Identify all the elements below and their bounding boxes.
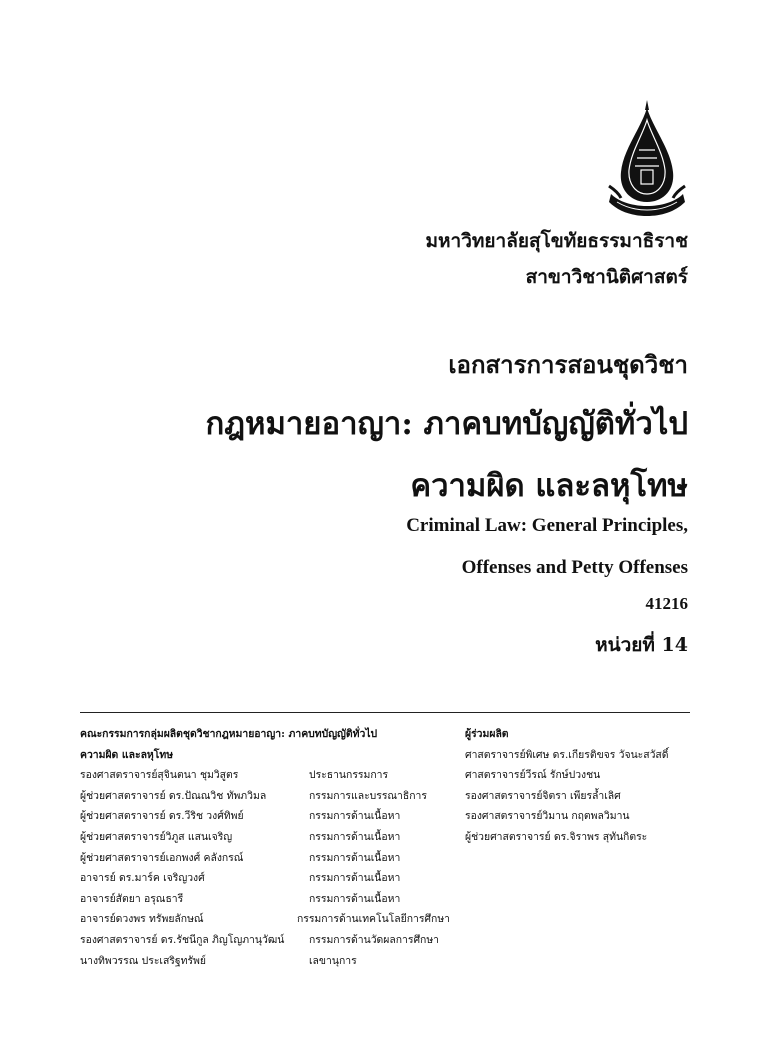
co-producer-name: ศาสตราจารย์พิเศษ ดร.เกียรติขจร วัจนะสวัสดิ์ [465, 748, 669, 761]
member-name: ผู้ช่วยศาสตราจารย์ ดร.ปัณณวิช ทัพภวิมล [80, 789, 267, 802]
member-name: ผู้ช่วยศาสตราจารย์เอกพงศ์ คลังกรณ์ [80, 851, 244, 864]
course-title-thai-line2: ความผิด และลหุโทษ [410, 468, 688, 504]
member-role: กรรมการด้านเนื้อหา [309, 830, 401, 843]
course-title-english-line2: Offenses and Petty Offenses [461, 557, 688, 578]
member-name: อาจารย์ ดร.มาร์ค เจริญวงศ์ [80, 872, 205, 885]
committee-member [80, 765, 450, 786]
member-name: รองศาสตราจารย์ ดร.รัชนีกูล ภิญโญภานุวัฒน์ [80, 933, 285, 946]
course-title-thai-line1: กฎหมายอาญา: ภาคบทบัญญัติทั่วไป [205, 406, 688, 442]
committee-member [80, 909, 450, 930]
member-role: เลขานุการ [309, 954, 357, 967]
committee-member [80, 827, 450, 848]
member-name: รองศาสตราจารย์สุจินตนา ชุมวิสูตร [80, 769, 239, 782]
committee-section [80, 724, 450, 971]
co-producer-name: รองศาสตราจารย์วิมาน กฤตพลวิมาน [465, 810, 630, 823]
course-code: 41216 [645, 594, 688, 613]
member-role: กรรมการด้านวัดผลการศึกษา [309, 933, 440, 946]
member-name: ผู้ช่วยศาสตราจารย์วิภูส แสนเจริญ [80, 830, 233, 843]
university-emblem-icon [605, 98, 689, 222]
committee-member [80, 930, 450, 951]
co-producer-name: ผู้ช่วยศาสตราจารย์ ดร.จิราพร สุทันกิตระ [465, 830, 648, 843]
member-name: อาจารย์สัตยา อรุณธารี [80, 892, 184, 905]
faculty-name: สาขาวิชานิติศาสตร์ [525, 266, 688, 288]
member-name: อาจารย์ดวงพร ทรัพยลักษณ์ [80, 913, 204, 926]
co-producers-section [465, 724, 705, 848]
course-title-english-line1: Criminal Law: General Principles, [406, 515, 688, 536]
committee-member [80, 889, 450, 910]
co-producer-name: ศาสตราจารย์วีรณ์ รักษ์ปวงชน [465, 769, 601, 782]
member-name: ผู้ช่วยศาสตราจารย์ ดร.วีริช วงศ์ทิพย์ [80, 810, 244, 823]
member-role: กรรมการและบรรณาธิการ [309, 789, 427, 802]
committee-heading-continued: ความผิด และลหุโทษ [80, 748, 174, 761]
member-role: กรรมการด้านเนื้อหา [309, 810, 401, 823]
document-type: เอกสารการสอนชุดวิชา [448, 350, 688, 379]
co-producer-name: รองศาสตราจารย์จิตรา เพียรล้ำเลิศ [465, 789, 621, 802]
co-producers-heading: ผู้ร่วมผลิต [465, 728, 509, 740]
committee-member [80, 868, 450, 889]
committee-heading: คณะกรรมการกลุ่มผลิตชุดวิชากฎหมายอาญา: ภาคบทบัญญัติทั่วไป [80, 728, 378, 740]
member-role: ประธานกรรมการ [309, 769, 389, 782]
committee-member [80, 951, 450, 972]
member-role: กรรมการด้านเนื้อหา [309, 872, 401, 885]
committee-member [80, 806, 450, 827]
divider [80, 712, 690, 713]
member-role: กรรมการด้านเทคโนโลยีการศึกษา [296, 913, 450, 926]
member-name: นางทิพวรรณ ประเสริฐทรัพย์ [80, 954, 206, 967]
unit-number: หน่วยที่ 14 [595, 634, 688, 656]
committee-member [80, 786, 450, 807]
member-role: กรรมการด้านเนื้อหา [309, 851, 401, 864]
member-role: กรรมการด้านเนื้อหา [309, 892, 401, 905]
committee-member [80, 848, 450, 869]
committee-list [80, 765, 450, 971]
university-name: มหาวิทยาลัยสุโขทัยธรรมาธิราช [425, 230, 688, 252]
